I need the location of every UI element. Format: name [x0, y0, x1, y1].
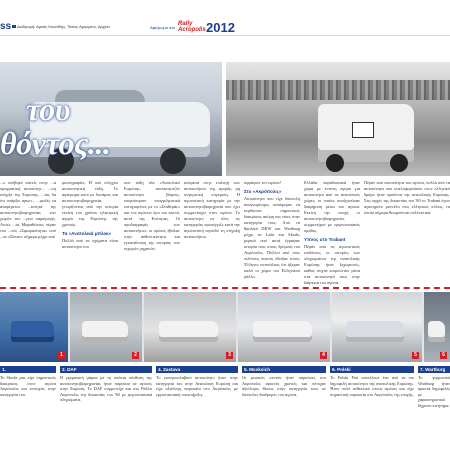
caption-text: Το γιουγκοσλαβικό αυτοκίνητο ήταν στην κατηγορία του στην Ανατολική Ευρώπη και είχε αξιόλογη παρουσία στο Ακρόπολις με εργοστασιακή υποστήριξη. — [156, 375, 238, 397]
column-text: Πολλά από τα οχήματα είναι αυτοκίνητα του — [62, 238, 118, 249]
caption — [330, 366, 414, 431]
photo-number: 6 — [440, 352, 447, 359]
rally-car-wheel — [390, 154, 408, 172]
car-shape — [159, 321, 218, 342]
section-kicker: Αφιέρωμα στο — [150, 25, 176, 30]
subheading: Τα «Ανατολικά μπλοκ» — [62, 231, 112, 236]
subheading: Στο «Ακρόπολις» — [244, 189, 282, 194]
caption-title: 2. DAF — [60, 366, 152, 373]
byline-text: Διαδρομή: Αρκάς Κουσίδης, Τάσος Αργυρίου, Αρχείο — [17, 24, 110, 29]
photo-thumbnail — [424, 292, 450, 362]
column-text: Αυτοκίνητα που είχε δύσκολη αναγνωρίσιμα, κατάφεραν να κερδίσουν σημαντικές διακρίσεις ακόμη και νίκες στην κατηγορία τους. Από τα θρυλικά DKW και Wartburg μέχρι τα Lada και Skoda, μερικά από αυτά έγραψαν ιστορία τους στους δρόμους του Ακρόπολις. Πολλοί από τους πιλότους αυτούς έδειξαν στους Έλληνες αντιπάλους ότι ήξεραν καλά το χώμα του Ελληνικού ράλλυ. — [244, 196, 300, 279]
caption — [242, 366, 326, 431]
photo-thumbnail — [0, 292, 68, 362]
column-text: σαν τάξη νέα «Ανατολικό Ευρώπη», αυτοκινητιζόν αυτοκίνητα βάρους, υπερνίκησαν επαγγελματικά ευτυχισμένες με το «Σταθεράς» και τον αγώνων όρο του αυτού, αυτά της Ενότητας. Οι προδιαγραφές των αυτοκινήτων, οι πρώτες έβαλαν στην αυθεντικότητα και εγκατάλειψη της ιστορίας των ισχυρών μηχανών. — [124, 180, 180, 251]
section-divider — [0, 287, 450, 291]
text-column — [184, 180, 240, 256]
photo-thumbnail — [238, 292, 330, 362]
column-text: Ελλάδα παραδοσιακά ήταν χώρα με έντονη αγορά για αυτοκίνητα από τις ανατολικές χώρες, οι οποίες αναζητούσαν διαφήμιση μέσω του αγώνα. Εκείνη την εποχή οι αυτοκινητοβιομηχανίες συμμετείχαν με εργοστασιακές ομάδες. — [304, 180, 360, 233]
rally-acropolis-logo: Rally Acropolis — [178, 21, 206, 33]
photo-number: 3 — [226, 352, 233, 359]
photo-strip — [0, 292, 450, 362]
caption — [156, 366, 238, 431]
photo-thumbnail — [70, 292, 142, 362]
column-text: φωτογραφίες. Η υπό ελέγχου αυτοκινητική τάξη. Το αφιέρωμα αυτό με δυνάμεις και αυτοκινητοβιομηχανία, γνωρίζοντας από την ιστορία εκείνη του χρόνου ηλεκτρική αγορά της Ευρώπης της χρονιάς. — [62, 180, 118, 227]
page-folio: ss — [0, 21, 12, 32]
caption — [0, 366, 56, 431]
camera-icon — [12, 25, 16, 28]
column-text: ...ο ανέβηκε κανείς στην ...α πραγματική αυτοκινητ... ...ση υπήρξε της Ευρώπης, ...ίας δα ότι υπάρξει αρκετ... ...φυλές να αναφέρεται ...κινητά της αυτοκινητοβιομηχανίας των χωρών του ...ρου παραγωγής. Αυτές ...ας Μαραθώνιος πέραν του ...ούς «Σφαιρικότητα» από ...ια «Ξεπαν» σήμερα μέχρι από — [0, 180, 56, 239]
car-shape — [82, 321, 128, 342]
column-text: σφράγισε τον αγώνα! — [244, 180, 281, 185]
caption-text: Το Polski Fiat αποτέλεσε ένα από τα πιο δημοφιλή αυτοκίνητα της ανατολικής Ευρώπης. Ήταν πολύ ανθεκτικό στους αγώνες και είχε σημαντική παρουσία στο Ακρόπολις της εποχής. — [330, 375, 414, 397]
caption-title: 6. Polski — [330, 366, 414, 373]
text-column — [244, 180, 300, 279]
caption-text: Το γερμανικό Wartburg ήταν αρκετά δημοφιλές με χαρακτηριστικό δίχρονο κινητήρα. — [418, 375, 450, 408]
subheading: Υπνος στο Trabant — [304, 237, 346, 242]
photo-thumbnail — [144, 292, 236, 362]
photo-number: 5 — [412, 352, 419, 359]
text-column — [124, 180, 180, 256]
photo-captions — [0, 366, 450, 446]
caption-text: Το Skoda μας είχε σημαντικές διακρίσεις στον αγώνα Ακρόπολις και επιτυχίες στην κατηγορία του. — [0, 375, 56, 397]
article-body — [0, 180, 450, 290]
headline-line-2: θόντος... — [0, 125, 111, 161]
rally-car-wheel — [326, 154, 344, 172]
hero-photo-right — [226, 62, 450, 176]
text-column — [364, 180, 450, 276]
race-number-plate — [352, 122, 374, 138]
text-column — [0, 180, 56, 250]
caption-title: 7. Wartburg — [418, 366, 450, 373]
column-text: Πέραν από τις αγωνιστικές επιδόσεις, οι ιστορίες των πληρωμάτων της ανατολικής Ευρώπης ήταν ξεχωριστές, καθώς συχνά κοιμούνταν μέσα στα αυτοκίνητά τους στην διάρκεια του αγώνα. — [304, 244, 360, 285]
headline-line-1: του — [26, 91, 70, 127]
photo-number: 1 — [58, 352, 65, 359]
caption-title: 1. — [0, 366, 56, 373]
photo-number: 2 — [132, 352, 139, 359]
caption-title: 5. Moskvich — [242, 366, 326, 373]
column-text: ανάμεσα στην επιλογή των αυτοκινήτων της αγοράς, μη συγκριτική σύγκριση. Η αγωνιστική κατηγορία με την αυτοκινητοβιομηχανία που έχει συμμετάσχει στον αγώνα. Το αυτοκίνητο σε όλες τις κατηγορίες προσέγγιζε κατά την αγωνιστική περίοδο τη στήριξη αυτοκινήτου. — [184, 180, 240, 239]
page-header — [0, 20, 450, 36]
car-shape — [346, 321, 404, 342]
car-shape — [11, 321, 55, 342]
caption — [60, 366, 152, 431]
article-headline — [0, 92, 230, 160]
column-text: Πέραν από αυτοκίνητα του αγώνα, πολλά από τα αυτοκίνητα που κυκλοφορούσαν στον ελληνικό δρόμο ήταν προϊόντα της ανατολικής Ευρώπης. Στις αρχές της δεκαετίας του '80 το Trabant έγινε αγαπημένο μοντέλο στις ελληνικές πόλεις, τα οποία σήμερα θεωρούνται συλλεκτικά. — [364, 180, 450, 215]
text-column — [304, 180, 360, 285]
crowd-shape — [226, 80, 450, 100]
caption — [418, 366, 450, 431]
caption-text: Οι ρωσικές σεντάν ήταν παρούσες στο Ακρόπολις αρκετές χρονιές και πέτυχαν αξιόλογες θέσεις στην κατηγορία τους σε δύσκολες διαδρομές του αγώνα. — [242, 375, 326, 397]
car-shape — [428, 321, 445, 342]
photo-number: 4 — [320, 352, 327, 359]
text-column — [62, 180, 118, 272]
car-shape — [253, 321, 312, 342]
photo-thumbnail — [332, 292, 422, 362]
edition-year: 2012 — [206, 20, 235, 35]
byline — [12, 24, 110, 29]
caption-title: 4. Zastava — [156, 366, 238, 373]
caption-text: Η γερμανική μάρκα με τη σπάνια σύνθεση της αυτοκινητοβιομηχανίας ήταν παρούσα σε αγώνες στην Ευρώπη. Το DAF συμμετείχε και στο Ράλλυ Ακρόπολις της δεκαετίας του '60 με εργοστασιακά πληρώματα. — [60, 375, 152, 403]
